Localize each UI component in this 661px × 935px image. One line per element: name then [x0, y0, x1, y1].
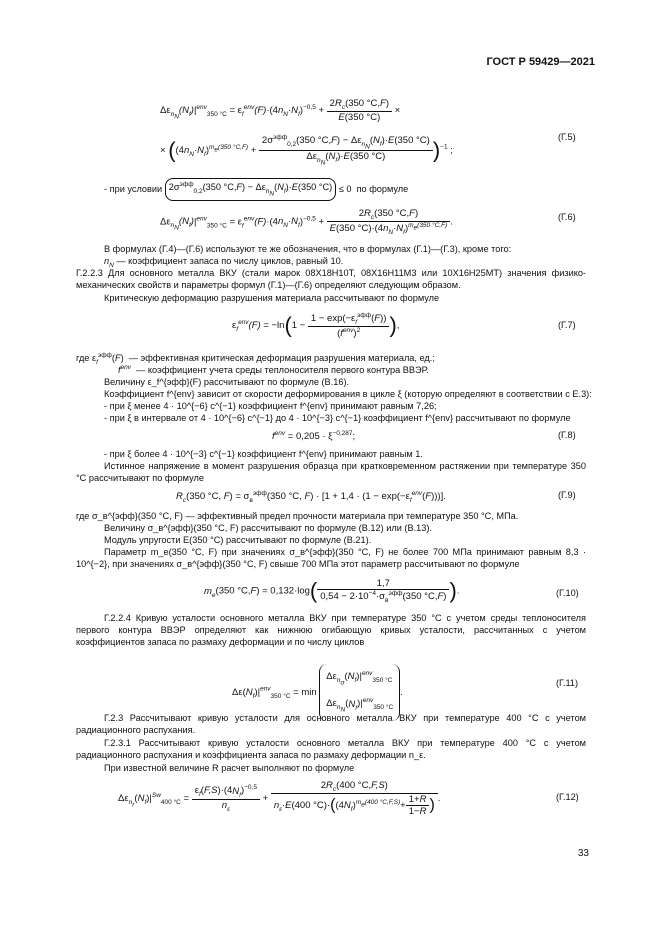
nN-symbol: n [104, 256, 110, 266]
where-label: где [76, 353, 90, 364]
equation-g9-number: (Г.9) [558, 490, 576, 500]
page-number: 33 [577, 848, 589, 859]
equation-g11-number: (Г.11) [556, 678, 579, 688]
equation-g11: $\Delta\varepsilon(N_f)|^{env}_{350 ^\circ C} = \min \Delta\varepsilon_{n_\sigma}(N_f)|^{env}_{350 ^\circ C}$ $\Delta\varepsilon_{n_N}(N_f)|^{env}_{350 ^\circ C}$. [232, 664, 403, 721]
nN-subscript: N [109, 261, 114, 269]
paragraph-elastic-modulus: Модуль упругости E(350 °С) рассчитывают по формуле (В.21). [104, 535, 372, 545]
paragraph-xi-more: - при ξ более 4 · 10^{−3} с^{−1} коэффициент f^{env} принимают равным 1. [104, 449, 423, 459]
paragraph-me-parameter: Параметр m_e(350 °С, F) при значениях σ_в^{эфф}(350 °С, F) не более 700 МПа принимают равным 8,3 · 10^{−2}, при значениях σ_в^{эфф}(350 °С, F) свыше 700 МПа этот параметр рассчитывают по формуле [76, 547, 586, 569]
paragraph-true-stress: Истинное напряжение в момент разрушения образца при кратковременном растяжении при температуре 350 °С рассчитывают по формуле [76, 461, 586, 483]
paragraph-g231: Г.2.3.1 Рассчитывают кривую усталости основного металла ВКУ при температуре 400 °С с учетом радиационного распухания и коэффициента запаса по размаху деформации n_ε. [76, 738, 586, 760]
equation-g6: $\Delta\varepsilon_{n_N}(N_f)|^{env}_{350 ^\circ C} = \varepsilon_f^{env}(F)\cdot(4n_N\cdot N_f)^{-0,5}$ + $\frac{2R_c(350 ^\circ C,F)}{E(350 ^\circ C)\cdot(4n_N\cdot N_f)^{m_e(350 ^\circ C,F)}}$ . [160, 208, 453, 236]
where-ultimate-strength: где σ_в^{эфф}(350 °С, F) — эффективный предел прочности материала при температуре 350 °С, МПа. [76, 511, 519, 521]
equation-g10: $m_e(350$ °C,F) = 0,132·log( 1,7 $0,54 - 2\cdot 10^{-4}\cdot\sigma_в^{эфф}(350$ °C,F) ). [204, 578, 460, 605]
equation-g5-number: (Г.5) [558, 132, 576, 142]
equation-g12-number: (Г.12) [556, 792, 579, 802]
equation-g6-number: (Г.6) [558, 212, 576, 222]
paragraph-xi-less: - при ξ менее 4 · 10^{−6} с^{−1} коэффициент f^{env} принимают равным 7,26; [104, 401, 437, 411]
equation-g7-number: (Г.7) [558, 320, 576, 330]
paragraph-g23: Г.2.3 Рассчитывают кривую усталости для основного металла ВКУ при температуре 400 °С с учетом радиационного распухания. [76, 713, 586, 735]
where-eff-strain-desc: эффективная критическая деформация разрушения материала, ед.; [140, 353, 435, 364]
paragraph-formulas-note: В формулах (Г.4)—(Г.6) используют те же обозначения, что в формулах (Г.1)—(Г.3), кроме того: [104, 244, 512, 254]
paragraph-fenv-depends: Коэффициент f^{env} зависит от скорости деформирования в цикле ξ (которую определяют в соответствии с Е.3): [104, 389, 592, 399]
equation-g7: $\varepsilon_f^{env}(F) = -\ln(1$ − $1 - \exp(-\varepsilon_f^{эфф}(F))$ $(f^{env})^2$ ), [232, 312, 400, 340]
paragraph-eff-strain-calc: Величину ε_f^{эфф}(F) рассчитывают по формуле (В.16). [104, 377, 350, 387]
paragraph-critical-strain: Критическую деформацию разрушения материала рассчитывают по формуле [104, 293, 440, 303]
equation-g8: $f^{env} = 0,205 \cdot \xi^{-0,287}$; [272, 430, 356, 443]
equation-g10-number: (Г.10) [556, 588, 579, 598]
paragraph-g224: Г.2.2.4 Кривую усталости основного металла ВКУ при температуре 350 °С с учетом среды теплоносителя первого контура ВВЭР определяют как нижнюю огибающую кривых усталости, рассчитанных с учетом коэффициентов запаса по размаху деформации и по числу циклов [76, 613, 586, 647]
where-fenv: $f^{env}$ — коэффициент учета среды теплоносителя первого контура ВВЭР. [118, 364, 429, 376]
condition-line: - при условии $2\sigma^{эфф}_{0,2}(350$ $^\circ C,F) - \Delta\varepsilon_{n_N}(N_f)\cdot E(350$ °C) ≤ 0 по формуле [104, 178, 408, 201]
equation-g12: $\Delta\varepsilon_{n_r}(N_f)|^{Sw}_{400 ^\circ C}$ = $\frac{\varepsilon_f(F,S)\cdot(4N_f)^{-0,5}}{n_\varepsilon}$ + $2R_c(400$ °C,F,S) $n_\varepsilon\cdot E(400$ $^\circ C)\cdot((4N_f)^{m_e(400 ^\circ C,F,S)}+$ $\frac{1+R}{1-R}$ ) . [118, 780, 441, 817]
paragraph-xi-interval: - при ξ в интервале от 4 · 10^{−6} с^{−1} до 4 · 10^{−3} с^{−1} коэффициент f^{env} рассчитывают по формуле [104, 413, 571, 423]
equation-g5-line1: $\Delta\varepsilon_{n_N}(N_f)|^{env}_{350 ^\circ C} = \varepsilon_f^{env}(F)\cdot(4n_N\cdot N_f)^{-0,5}$ + $\frac{2R_c(350 ^\circ C,F)}{E(350 ^\circ C)}$ × [160, 98, 401, 123]
equation-g5-line2: × ($(4n_N\cdot N_f)^{m_e(350 ^\circ C,F)}$ + $2\sigma^{эфф}_{0,2}(350$ $^\circ C,F) - \Delta\varepsilon_{n_N}(N_f)\cdot E(350$ °C) $\Delta\varepsilon_{n_N}(N_f)\cdot E(350$ °C) )$^{-1}$ ; [160, 134, 453, 167]
where-fenv-desc: коэффициент учета среды теплоносителя первого контура ВВЭР. [147, 365, 429, 376]
equation-g9: $R_c(350$ °C, $F) = \sigma_в^{эфф}(350$ °C, $F) \cdot [1 + 1,4 \cdot (1 - \exp(-\varepsilon_f^{env}(F)))]$. [176, 490, 446, 505]
where-eff-strain: где $\varepsilon_f^{эфф}(F)$ — эффективная критическая деформация разрушения материала, ед.; [76, 352, 435, 366]
document-header: ГОСТ Р 59429—2021 [486, 56, 595, 68]
paragraph-strength-calc: Величину σ_в^{эфф}(350 °С, F) рассчитывают по формуле (В.12) или (В.13). [104, 523, 432, 533]
paragraph-g223: Г.2.2.3 Для основного металла ВКУ (стали марок 08Х18Н10Т, 08Х16Н11М3 или 10Х16Н25МТ) значения физико-механических свойств и параметры формул (Г.1)—(Г.6) определяют следующим образом. [76, 268, 586, 290]
nN-description: — коэффициент запаса по числу циклов, равный 10. [113, 256, 344, 266]
paragraph-known-R: При известной величине R расчет выполняют по формуле [104, 763, 355, 773]
equation-g8-number: (Г.8) [558, 430, 576, 440]
